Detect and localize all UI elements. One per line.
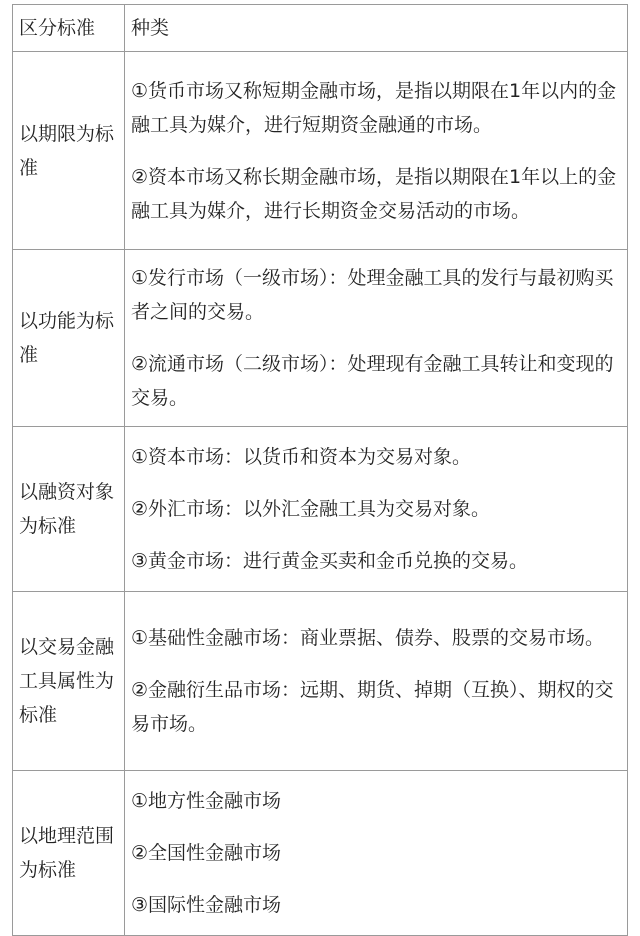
type-item: ②资本市场又称长期金融市场，是指以期限在1年以上的金融工具为媒介，进行长期资金交易活动的市场。 <box>131 165 617 222</box>
type-item: ③国际性金融市场 <box>131 894 282 916</box>
criterion-cell: 以融资对象为标准 <box>13 427 125 592</box>
type-item: ①基础性金融市场：商业票据、债券、股票的交易市场。 <box>131 627 605 649</box>
table-row <box>13 771 628 936</box>
type-item: ②外汇市场：以外汇金融工具为交易对象。 <box>131 498 491 520</box>
type-item: ①地方性金融市场 <box>131 790 282 812</box>
type-item: ①货币市场又称短期金融市场，是指以期限在1年以内的金融工具为媒介，进行短期资金融通的市场。 <box>131 79 617 136</box>
type-item: ①发行市场（一级市场）：处理金融工具的发行与最初购买者之间的交易。 <box>131 267 614 323</box>
types-cell <box>125 427 628 592</box>
table-row <box>13 52 628 250</box>
table-row <box>13 250 628 427</box>
criterion-cell: 以功能为标准 <box>13 250 125 427</box>
type-item: ③黄金市场：进行黄金买卖和金币兑换的交易。 <box>131 550 529 572</box>
types-cell <box>125 592 628 771</box>
types-cell <box>125 52 628 250</box>
header-criterion: 区分标准 <box>13 5 125 52</box>
type-item: ②流通市场（二级市场）：处理现有金融工具转让和变现的交易。 <box>131 353 614 409</box>
type-item: ②全国性金融市场 <box>131 842 282 864</box>
market-classification-table <box>12 4 628 936</box>
table-row <box>13 427 628 592</box>
table-header-row <box>13 5 628 52</box>
criterion-cell: 以地理范围为标准 <box>13 771 125 936</box>
criterion-cell: 以交易金融工具属性为标准 <box>13 592 125 771</box>
type-item: ②金融衍生品市场：远期、期货、掉期（互换）、期权的交易市场。 <box>131 679 614 735</box>
types-cell <box>125 771 628 936</box>
header-types: 种类 <box>125 5 628 52</box>
type-item: ①资本市场：以货币和资本为交易对象。 <box>131 446 472 468</box>
table-row <box>13 592 628 771</box>
types-cell <box>125 250 628 427</box>
criterion-cell: 以期限为标准 <box>13 52 125 250</box>
